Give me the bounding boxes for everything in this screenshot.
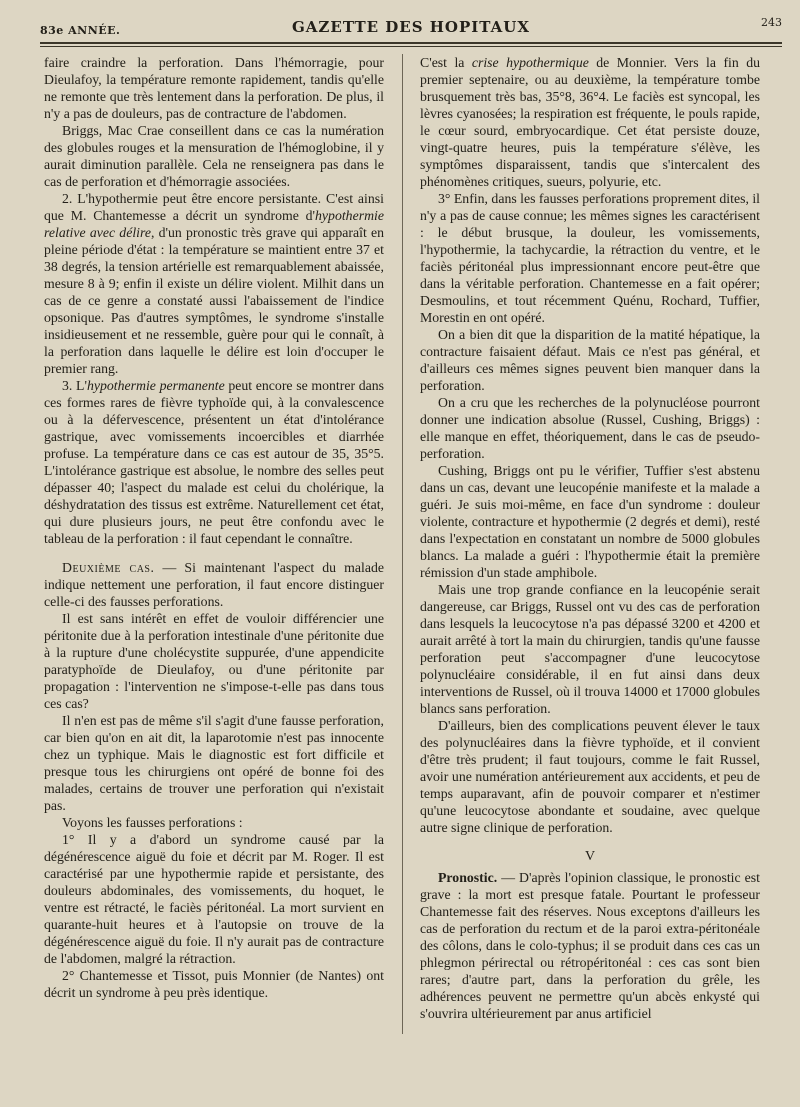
paragraph: 2. L'hypothermie peut être encore persistante. C'est ainsi que M. Chantemesse a décrit un syndrome d'hypothermie relative avec délire, d'un pronostic très grave qui apparaît en pleine période d'état : la température se maintient entre 37 et 38 degrés, la tension artérielle est remarquablement abaissée, mesure 8 à 9; enfin il existe un délire violent. Milhit dans un cas de ce genre a constaté aussi l'abaissement de l'indice opsonique. Pas d'autres symptômes, le syndrome s'installe insidieusement et ne ressemble, guère pour qui le connaît, à la perforation dans laquelle le délire est loin d'occuper le premier rang. [44, 191, 384, 376]
paragraph: Voyons les fausses perforations : [62, 815, 243, 830]
journal-title: GAZETTE DES HOPITAUX [291, 18, 530, 36]
page-header [40, 14, 782, 38]
header-rule-thin [40, 46, 782, 47]
section-number: V [584, 849, 596, 864]
paragraph: Il est sans intérêt en effet de vouloir différencier une péritonite due à la perforation intestinale d'une péritonite due à la rupture d'une cholécystite suppurée, d'une appendicite paratyphoïde de Dieulafoy, ou d'une péritonite par propagation : l'intervention ne s'impose-t-elle pas dans tous ces cas? [44, 611, 384, 711]
page-number: 243 [761, 16, 782, 29]
paragraph: Pronostic. — D'après l'opinion classique, le pronostic est grave : la mort est presque fatale. Pourtant le professeur Chantemesse fait des réserves. Nous exceptons d'ailleurs les cas de perforation du rectum et de la paroi extra-péritonéale des côlons, dans le colo-typhus; il se produit dans ces cas un phlegmon périrectal ou rétropéritonéal : ces cas sont bien rares; d'autre part, dans la perforation du grêle, les adhérences peuvent ne permettre qu'un abcès enkysté qui s'ouvrira ultérieurement par anus artificiel [420, 870, 760, 1021]
paragraph: 1° Il y a d'abord un syndrome causé par la dégénérescence aiguë du foie et décrit par M. Roger. Il est caractérisé par une hypothermie rapide et persistante, des douleurs abdominales, des vomissements, du hoquet, le ventre est rétracté, le faciès péritonéal. La mort survient en quarante-huit heures et à l'autopsie on trouve de la dégénérescence aiguë du foie. Il n'y aurait pas de contracture de l'abdomen, malgré la rétraction. [44, 832, 384, 966]
paragraph: faire craindre la perforation. Dans l'hémorragie, pour Dieulafoy, la température remonte rapidement, tandis qu'elle ne remonte que très lentement dans la perforation. De plus, il n'y a pas de douleurs, pas de contracture de l'abdomen. [44, 55, 384, 121]
paragraph: Cushing, Briggs ont pu le vérifier, Tuffier s'est abstenu dans un cas, devant une leucopénie manifeste et la malade a guéri. Je suis moi-même, en face d'un syndrome : douleur violente, contracture et hypothermie (2 degrés et demi), resté dans l'expectation en constatant un nombre de 5000 globules blancs. La malade a guéri : l'hypothermie était la première rémission d'un stade amphibole. [420, 463, 760, 580]
paragraph: 2° Chantemesse et Tissot, puis Monnier (de Nantes) ont décrit un syndrome à peu près identique. [44, 968, 384, 1000]
paragraph: C'est la crise hypothermique de Monnier. Vers la fin du premier septenaire, ou au deuxième, la température tombe brusquement très bas, 35°8, 36°4. Le faciès est syncopal, les lèvres cyanosées; la respiration est fréquente, le pouls rapide, le cœur sourd, embryocardique. Cet état persiste douze, vingt-quatre heures, puis la température s'élève, les symptômes disparaissent, tandis que s'intercalent des phénomènes critiques, sueurs, polyurie, etc. [420, 55, 760, 189]
paragraph: Il n'en est pas de même s'il s'agit d'une fausse perforation, car bien qu'on en ait dit, la laparotomie n'est pas innocente chez un typhique. Mais le diagnostic est fort difficile et presque tous les chirurgiens ont opéré de bonne foi des malades, certains de trouver une perforation qui n'existait pas. [44, 713, 384, 813]
left-column [44, 54, 384, 1001]
paragraph: Deuxième cas. — Si maintenant l'aspect du malade indique nettement une perforation, il faut encore distinguer celle-ci des fausses perforations. [44, 560, 384, 609]
case-label: Deuxième cas. [62, 560, 155, 575]
section-label: Pronostic. [438, 870, 498, 885]
paragraph: D'ailleurs, bien des complications peuvent élever le taux des polynucléaires dans la fièvre typhoïde, et il convient d'être très prudent; il faut toujours, comme le fait Russel, avoir une numération antérieurement aux accidents, et peu de temps auparavant, afin de pouvoir comparer et n'estimer qu'une leucocytose abondante et soudaine, avec quelque autre signe clinique de perforation. [420, 718, 760, 835]
right-column [420, 54, 760, 1022]
paragraph: Mais une trop grande confiance en la leucopénie serait dangereuse, car Briggs, Russel ont vu des cas de perforation dans lesquels la leucocytose n'a pas dépassé 3200 et 4200 et aurait arrêté à tort la main du chirurgien, tandis qu'une fausse perforation peut s'accompagner d'une leucocytose polynucléaire considérable, il en fut ainsi dans deux interventions de Russel, où il trouva 14000 et 17000 globules blancs sans perforation. [420, 582, 760, 716]
column-divider [402, 54, 403, 1034]
paragraph: On a bien dit que la disparition de la matité hépatique, la contracture faisaient défaut. Mais ce n'est pas général, et d'ailleurs ces mêmes signes peuvent bien manquer dans la perforation. [420, 327, 760, 393]
header-rule-thick [40, 42, 782, 44]
issue-year: 83e ANNÉE. [40, 24, 121, 37]
paragraph: 3° Enfin, dans les fausses perforations proprement dites, il n'y a pas de cause connue; les mêmes signes les caractérisent : le début brusque, la douleur, les vomissements, l'hypothermie, la tachycardie, la rétraction du ventre, et le faciès péritonéal plus impressionnant encore peut-être que dans la véritable perforation. Chantemesse en a fait opérer; Desmoulins, et tout récemment Quénu, Rochard, Tuffier, Morestin en ont opéré. [420, 191, 761, 325]
paragraph: On a cru que les recherches de la polynucléose pourront donner une indication absolue (Russel, Cushing, Briggs) : elle manque en effet, théoriquement, dans le cas de pseudo-perforation. [420, 395, 760, 461]
paragraph: Briggs, Mac Crae conseillent dans ce cas la numération des globules rouges et la mensuration de l'hémoglobine, il y aurait diminution parallèle. Cela ne renseignera pas dans le cas de perforation et d'hémorragie associées. [44, 123, 384, 189]
paragraph: 3. L'hypothermie permanente peut encore se montrer dans ces formes rares de fièvre typhoïde qui, à la convalescence ou à la défervescence, présentent un état d'intolérance gastrique, avec vomissements incoercibles et diarrhée profuse. La température dans ce cas est autour de 35, 35°5. L'intolérance gastrique est absolue, le nombre des selles peut dépasser 40; l'aspect du malade est celui du cholérique, la déshydratation des tissus est extrême. Naturellement cet état, qui dure plusieurs jours, ne peut être confondu avec le tableau de la perforation : il faut cependant le connaître. [44, 378, 384, 546]
